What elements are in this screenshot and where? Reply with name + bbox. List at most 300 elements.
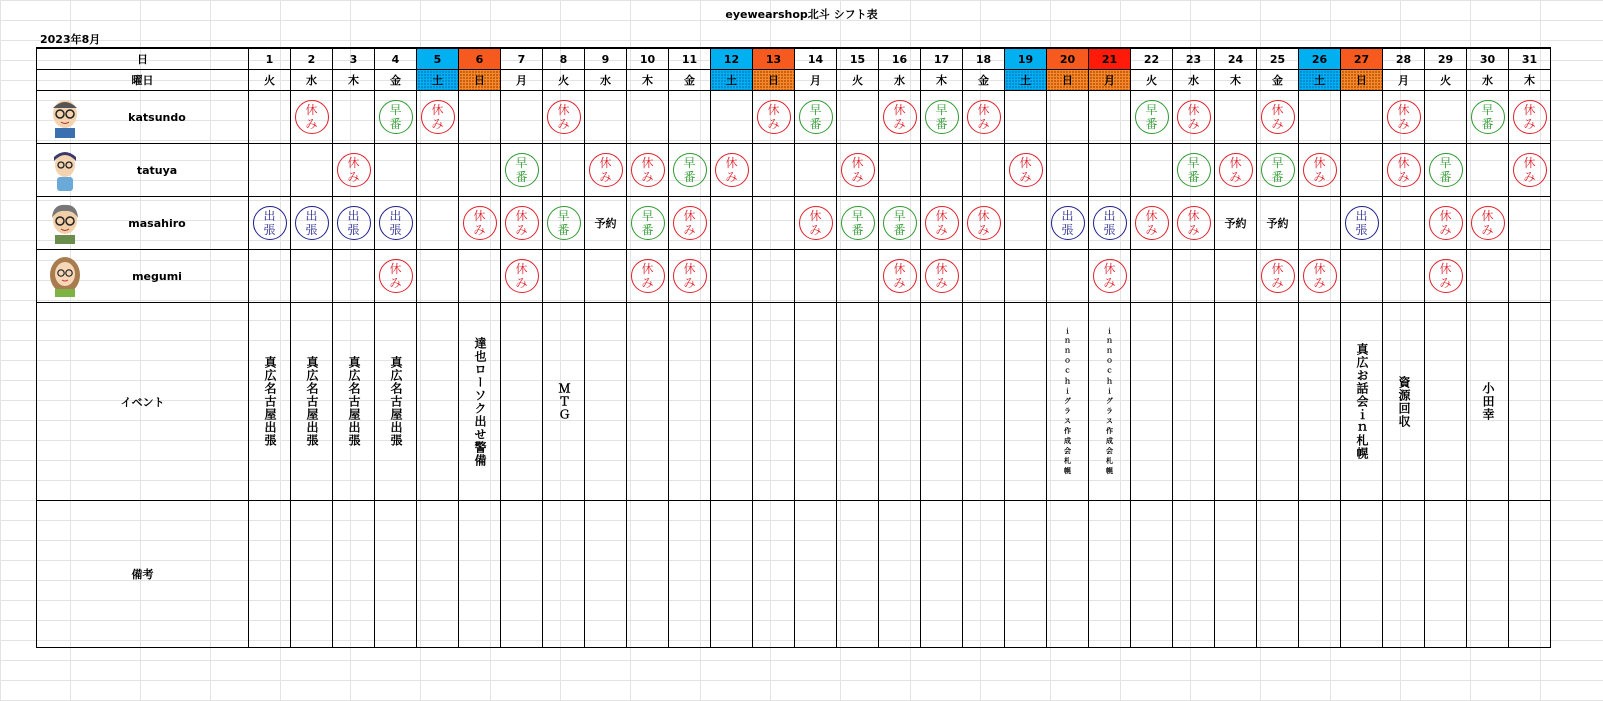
shift-cell[interactable] <box>291 144 333 197</box>
shift-cell[interactable] <box>627 91 669 144</box>
shift-cell[interactable] <box>795 197 837 250</box>
shift-cell[interactable] <box>1173 144 1215 197</box>
stamp-char: 番 <box>809 117 822 131</box>
shift-cell[interactable] <box>585 144 627 197</box>
day-number-cell: 1 <box>249 48 291 70</box>
shift-cell[interactable] <box>1215 91 1257 144</box>
weekday-cell: 日 <box>753 70 795 91</box>
rest-stamp <box>295 100 329 134</box>
note-cell[interactable] <box>1047 501 1089 648</box>
shift-cell[interactable] <box>585 197 627 250</box>
shift-cell[interactable] <box>1215 197 1257 250</box>
shift-table <box>36 47 1551 648</box>
note-cell[interactable] <box>753 501 795 648</box>
stamp-char: み <box>1187 117 1200 131</box>
month-label: 2023年8月 <box>40 33 101 46</box>
day-number-cell: 18 <box>963 48 1005 70</box>
event-cell[interactable] <box>627 303 669 501</box>
note-cell[interactable] <box>1215 501 1257 648</box>
note-cell[interactable] <box>921 501 963 648</box>
staff-name-cell <box>37 197 249 250</box>
shift-cell[interactable] <box>879 144 921 197</box>
shift-cell[interactable] <box>963 91 1005 144</box>
note-row-label <box>37 501 249 648</box>
stamp-char: 休 <box>641 262 654 276</box>
event-cell[interactable] <box>1047 303 1089 501</box>
event-cell[interactable] <box>249 303 291 501</box>
shift-cell[interactable] <box>501 144 543 197</box>
note-cell[interactable] <box>711 501 753 648</box>
shift-cell[interactable] <box>1383 250 1425 303</box>
shift-cell[interactable] <box>837 197 879 250</box>
event-cell[interactable] <box>333 303 375 501</box>
note-cell[interactable] <box>585 501 627 648</box>
event-cell[interactable] <box>585 303 627 501</box>
early-stamp <box>799 100 833 134</box>
rest-stamp <box>1513 153 1547 187</box>
shift-cell[interactable] <box>1425 144 1467 197</box>
shift-cell[interactable] <box>1341 250 1383 303</box>
event-cell[interactable] <box>963 303 1005 501</box>
weekday-cell: 日 <box>1341 70 1383 91</box>
stamp-char: 出 <box>1061 209 1074 223</box>
stamp-char: み <box>641 170 654 184</box>
weekday-header-label: 曜日 <box>37 70 249 91</box>
event-cell[interactable] <box>291 303 333 501</box>
event-cell[interactable] <box>1131 303 1173 501</box>
stamp-char: 休 <box>1019 156 1032 170</box>
stamp-char: 番 <box>1481 117 1494 131</box>
shift-cell[interactable] <box>1341 144 1383 197</box>
shift-cell[interactable] <box>1257 250 1299 303</box>
stamp-char: 番 <box>515 170 528 184</box>
stamp-char: 休 <box>1313 262 1326 276</box>
weekday-cell: 月 <box>1383 70 1425 91</box>
stamp-char: み <box>1271 117 1284 131</box>
shift-cell[interactable] <box>669 197 711 250</box>
shift-cell[interactable] <box>1047 91 1089 144</box>
stamp-char: 早 <box>851 209 864 223</box>
stamp-char: み <box>431 117 444 131</box>
event-cell[interactable] <box>1299 303 1341 501</box>
event-text: 真広名古屋出張 <box>389 356 403 447</box>
event-cell[interactable] <box>879 303 921 501</box>
stamp-char: み <box>1313 170 1326 184</box>
shift-cell[interactable] <box>1089 197 1131 250</box>
shift-cell[interactable] <box>1131 91 1173 144</box>
note-cell[interactable] <box>879 501 921 648</box>
stamp-char: 休 <box>935 209 948 223</box>
note-cell[interactable] <box>1383 501 1425 648</box>
note-row <box>37 501 1551 648</box>
stamp-char: 早 <box>1145 103 1158 117</box>
shift-cell[interactable] <box>1509 144 1551 197</box>
note-cell[interactable] <box>1257 501 1299 648</box>
day-number-cell: 2 <box>291 48 333 70</box>
shift-cell[interactable] <box>543 144 585 197</box>
event-cell[interactable] <box>543 303 585 501</box>
note-cell[interactable] <box>249 501 291 648</box>
shift-cell[interactable] <box>795 250 837 303</box>
shift-cell[interactable] <box>333 250 375 303</box>
note-cell[interactable] <box>795 501 837 648</box>
rest-stamp <box>1429 206 1463 240</box>
shift-cell[interactable] <box>837 144 879 197</box>
shift-cell[interactable] <box>501 197 543 250</box>
day-number-cell: 21 <box>1089 48 1131 70</box>
shift-cell[interactable] <box>1425 197 1467 250</box>
stamp-char: 番 <box>1187 170 1200 184</box>
shift-cell[interactable] <box>1131 250 1173 303</box>
event-cell[interactable] <box>711 303 753 501</box>
weekday-cell: 月 <box>1089 70 1131 91</box>
stamp-char: 番 <box>1271 170 1284 184</box>
shift-cell[interactable] <box>879 91 921 144</box>
shift-cell[interactable] <box>669 144 711 197</box>
shift-cell[interactable] <box>1173 250 1215 303</box>
shift-cell[interactable] <box>1509 91 1551 144</box>
shift-cell[interactable] <box>543 250 585 303</box>
day-number-cell: 24 <box>1215 48 1257 70</box>
shift-cell[interactable] <box>459 144 501 197</box>
event-text: 真広名古屋出張 <box>347 356 361 447</box>
shift-cell[interactable] <box>543 91 585 144</box>
stamp-char: 休 <box>1523 103 1536 117</box>
note-cell[interactable] <box>1341 501 1383 648</box>
stamp-char: 休 <box>893 103 906 117</box>
shift-cell[interactable] <box>501 91 543 144</box>
day-number-cell: 13 <box>753 48 795 70</box>
event-cell[interactable] <box>1257 303 1299 501</box>
event-cell[interactable] <box>1383 303 1425 501</box>
rest-stamp <box>1513 100 1547 134</box>
weekday-cell: 水 <box>585 70 627 91</box>
shift-cell[interactable] <box>1047 144 1089 197</box>
rest-stamp <box>925 206 959 240</box>
shift-cell[interactable] <box>417 197 459 250</box>
shift-cell[interactable] <box>1341 91 1383 144</box>
note-cell[interactable] <box>627 501 669 648</box>
note-cell[interactable] <box>417 501 459 648</box>
early-stamp <box>883 206 917 240</box>
shift-cell[interactable] <box>1467 144 1509 197</box>
shift-cell[interactable] <box>753 91 795 144</box>
shift-cell[interactable] <box>459 91 501 144</box>
note-cell[interactable] <box>837 501 879 648</box>
shift-cell[interactable] <box>1047 197 1089 250</box>
shift-cell[interactable] <box>417 91 459 144</box>
event-cell[interactable] <box>795 303 837 501</box>
day-number-cell: 8 <box>543 48 585 70</box>
day-number-cell: 17 <box>921 48 963 70</box>
note-cell[interactable] <box>1299 501 1341 648</box>
shift-cell[interactable] <box>333 91 375 144</box>
stamp-char: 休 <box>683 262 696 276</box>
weekday-cell: 日 <box>1047 70 1089 91</box>
shift-cell[interactable] <box>1005 250 1047 303</box>
note-cell[interactable] <box>1425 501 1467 648</box>
stamp-char: 休 <box>1397 156 1410 170</box>
shift-cell[interactable] <box>1005 91 1047 144</box>
stamp-char: 休 <box>1187 103 1200 117</box>
stamp-char: み <box>935 276 948 290</box>
stamp-char: 番 <box>1439 170 1452 184</box>
stamp-char: み <box>893 276 906 290</box>
shift-cell[interactable] <box>963 144 1005 197</box>
shift-cell[interactable] <box>795 144 837 197</box>
staff-name: katsundo <box>128 110 186 124</box>
shift-cell[interactable] <box>1173 197 1215 250</box>
shift-cell[interactable] <box>1341 197 1383 250</box>
rest-stamp <box>379 259 413 293</box>
shift-cell[interactable] <box>1299 144 1341 197</box>
day-number-cell: 9 <box>585 48 627 70</box>
shift-cell[interactable] <box>627 250 669 303</box>
stamp-char: み <box>641 276 654 290</box>
shift-cell[interactable] <box>543 197 585 250</box>
day-number-cell: 15 <box>837 48 879 70</box>
event-row <box>37 303 1551 501</box>
event-cell[interactable] <box>921 303 963 501</box>
note-cell[interactable] <box>963 501 1005 648</box>
stamp-char: 休 <box>1229 156 1242 170</box>
rest-stamp <box>505 259 539 293</box>
shift-cell[interactable] <box>1383 91 1425 144</box>
day-number-row <box>37 48 1551 70</box>
event-cell[interactable] <box>1215 303 1257 501</box>
event-cell[interactable] <box>669 303 711 501</box>
event-cell[interactable] <box>1425 303 1467 501</box>
event-cell[interactable] <box>753 303 795 501</box>
event-cell[interactable] <box>1341 303 1383 501</box>
early-stamp <box>1261 153 1295 187</box>
shift-cell[interactable] <box>249 144 291 197</box>
shift-cell[interactable] <box>879 197 921 250</box>
event-cell[interactable] <box>501 303 543 501</box>
shift-cell[interactable] <box>1215 144 1257 197</box>
shift-cell[interactable] <box>459 197 501 250</box>
weekday-cell: 水 <box>879 70 921 91</box>
stamp-char: 休 <box>1271 103 1284 117</box>
rest-stamp <box>1177 100 1211 134</box>
weekday-cell: 火 <box>837 70 879 91</box>
shift-cell[interactable] <box>921 144 963 197</box>
shift-cell[interactable] <box>291 250 333 303</box>
shift-cell[interactable] <box>1005 197 1047 250</box>
shift-cell[interactable] <box>879 250 921 303</box>
note-cell[interactable] <box>459 501 501 648</box>
event-cell[interactable] <box>837 303 879 501</box>
shift-cell[interactable] <box>837 250 879 303</box>
rest-stamp <box>1261 259 1295 293</box>
rest-stamp <box>463 206 497 240</box>
stamp-char: み <box>1271 276 1284 290</box>
shift-cell[interactable] <box>1467 91 1509 144</box>
stamp-char: 早 <box>935 103 948 117</box>
note-cell[interactable] <box>501 501 543 648</box>
event-cell[interactable] <box>417 303 459 501</box>
stamp-char: 早 <box>515 156 528 170</box>
shift-cell[interactable] <box>837 91 879 144</box>
shift-cell[interactable] <box>1467 197 1509 250</box>
rest-stamp <box>883 259 917 293</box>
event-cell[interactable] <box>1005 303 1047 501</box>
staff-name-cell <box>37 144 249 197</box>
shift-cell[interactable] <box>249 250 291 303</box>
note-cell[interactable] <box>333 501 375 648</box>
stamp-char: 休 <box>431 103 444 117</box>
trip-stamp <box>379 206 413 240</box>
stamp-char: 休 <box>557 103 570 117</box>
stamp-char: み <box>683 276 696 290</box>
shift-cell[interactable] <box>963 197 1005 250</box>
day-number-cell: 7 <box>501 48 543 70</box>
shift-cell[interactable] <box>1257 197 1299 250</box>
shift-cell[interactable] <box>711 197 753 250</box>
shift-cell[interactable] <box>1299 197 1341 250</box>
trip-stamp <box>1093 206 1127 240</box>
shift-cell[interactable] <box>921 250 963 303</box>
note-cell[interactable] <box>1173 501 1215 648</box>
note-cell[interactable] <box>543 501 585 648</box>
shift-cell[interactable] <box>1173 91 1215 144</box>
shift-cell[interactable] <box>1089 144 1131 197</box>
early-stamp <box>547 206 581 240</box>
shift-cell[interactable] <box>333 144 375 197</box>
shift-cell[interactable] <box>1509 197 1551 250</box>
stamp-char: 出 <box>305 209 318 223</box>
shift-cell[interactable] <box>1089 250 1131 303</box>
shift-cell[interactable] <box>1215 250 1257 303</box>
shift-cell[interactable] <box>1383 144 1425 197</box>
stamp-char: 張 <box>305 223 318 237</box>
shift-cell[interactable] <box>1299 91 1341 144</box>
shift-cell[interactable] <box>375 250 417 303</box>
shift-cell[interactable] <box>417 144 459 197</box>
shift-cell[interactable] <box>1257 144 1299 197</box>
stamp-char: み <box>515 223 528 237</box>
stamp-char: 早 <box>893 209 906 223</box>
shift-cell[interactable] <box>1257 91 1299 144</box>
stamp-char: 番 <box>557 223 570 237</box>
note-cell[interactable] <box>1005 501 1047 648</box>
shift-cell[interactable] <box>459 250 501 303</box>
shift-cell[interactable] <box>585 91 627 144</box>
note-cell[interactable] <box>375 501 417 648</box>
event-cell[interactable] <box>459 303 501 501</box>
shift-cell[interactable] <box>921 197 963 250</box>
day-number-cell: 28 <box>1383 48 1425 70</box>
shift-cell[interactable] <box>711 144 753 197</box>
shift-cell[interactable] <box>375 91 417 144</box>
early-stamp <box>1177 153 1211 187</box>
stamp-char: 番 <box>935 117 948 131</box>
shift-cell[interactable] <box>1467 250 1509 303</box>
note-cell[interactable] <box>291 501 333 648</box>
shift-cell[interactable] <box>1131 144 1173 197</box>
shift-cell[interactable] <box>291 197 333 250</box>
shift-cell[interactable] <box>921 91 963 144</box>
shift-cell[interactable] <box>669 91 711 144</box>
note-cell[interactable] <box>1131 501 1173 648</box>
shift-cell[interactable] <box>333 197 375 250</box>
shift-cell[interactable] <box>711 91 753 144</box>
event-cell[interactable] <box>375 303 417 501</box>
staff-row-megumi <box>37 250 1551 303</box>
shift-cell[interactable] <box>417 250 459 303</box>
event-cell[interactable] <box>1467 303 1509 501</box>
shift-cell[interactable] <box>585 250 627 303</box>
stamp-char: み <box>767 117 780 131</box>
stamp-char: み <box>1397 170 1410 184</box>
shift-cell[interactable] <box>1509 250 1551 303</box>
day-number-cell: 23 <box>1173 48 1215 70</box>
shift-cell[interactable] <box>1383 197 1425 250</box>
stamp-char: み <box>599 170 612 184</box>
staff-row-tatuya <box>37 144 1551 197</box>
day-number-cell: 10 <box>627 48 669 70</box>
event-cell[interactable] <box>1509 303 1551 501</box>
shift-cell[interactable] <box>1299 250 1341 303</box>
event-cell[interactable] <box>1089 303 1131 501</box>
shift-cell[interactable] <box>375 144 417 197</box>
stamp-char: み <box>683 223 696 237</box>
weekday-cell: 水 <box>1173 70 1215 91</box>
shift-cell[interactable] <box>1047 250 1089 303</box>
shift-cell[interactable] <box>795 91 837 144</box>
shift-cell[interactable] <box>753 250 795 303</box>
shift-cell[interactable] <box>627 197 669 250</box>
shift-cell[interactable] <box>291 91 333 144</box>
shift-cell[interactable] <box>501 250 543 303</box>
rest-stamp <box>1261 100 1295 134</box>
note-cell[interactable] <box>1467 501 1509 648</box>
shift-cell[interactable] <box>249 197 291 250</box>
shift-cell[interactable] <box>753 197 795 250</box>
day-number-cell: 30 <box>1467 48 1509 70</box>
shift-cell[interactable] <box>1089 91 1131 144</box>
shift-cell[interactable] <box>753 144 795 197</box>
shift-cell[interactable] <box>1005 144 1047 197</box>
shift-cell[interactable] <box>375 197 417 250</box>
shift-cell[interactable] <box>963 250 1005 303</box>
shift-cell[interactable] <box>711 250 753 303</box>
weekday-cell: 木 <box>1509 70 1551 91</box>
weekday-cell: 金 <box>669 70 711 91</box>
note-cell[interactable] <box>1089 501 1131 648</box>
stamp-char: 休 <box>851 156 864 170</box>
shift-cell[interactable] <box>249 91 291 144</box>
reserve-label: 予約 <box>594 217 617 230</box>
day-number-cell: 19 <box>1005 48 1047 70</box>
shift-cell[interactable] <box>1425 250 1467 303</box>
stamp-char: み <box>347 170 360 184</box>
rest-stamp <box>1471 206 1505 240</box>
rest-stamp <box>1135 206 1169 240</box>
shift-cell[interactable] <box>1131 197 1173 250</box>
stamp-char: 早 <box>1481 103 1494 117</box>
event-row-label <box>37 303 249 501</box>
shift-cell[interactable] <box>669 250 711 303</box>
stamp-char: 休 <box>641 156 654 170</box>
note-cell[interactable] <box>1509 501 1551 648</box>
event-cell[interactable] <box>1173 303 1215 501</box>
day-number-cell: 4 <box>375 48 417 70</box>
note-cell[interactable] <box>669 501 711 648</box>
shift-cell[interactable] <box>627 144 669 197</box>
stamp-char: 休 <box>1145 209 1158 223</box>
shift-cell[interactable] <box>1425 91 1467 144</box>
